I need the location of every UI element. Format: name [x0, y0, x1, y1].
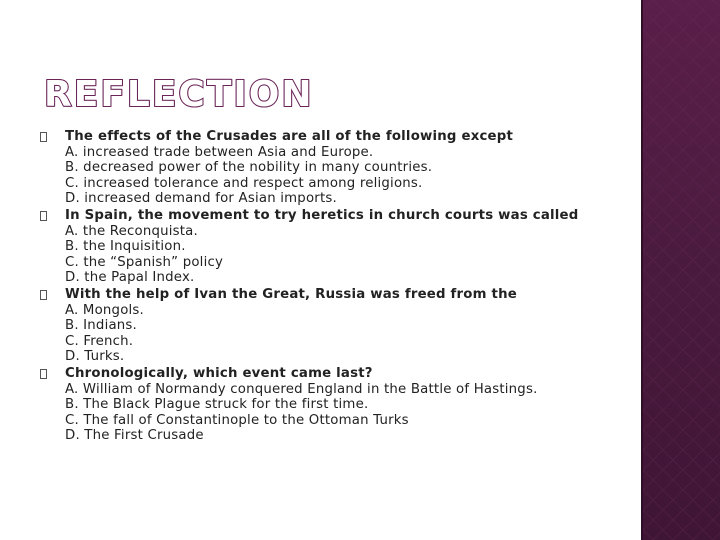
- answer-option: D. Turks.: [65, 349, 125, 365]
- answer-option: A. Mongols.: [65, 302, 144, 318]
- answer-option: C. The fall of Constantinople to the Ottoman Turks: [65, 412, 409, 428]
- decorative-side-panel: [641, 0, 720, 540]
- question-list: [40, 129, 630, 445]
- bullet-icon: [40, 132, 47, 142]
- answer-option: D. increased demand for Asian imports.: [65, 191, 337, 207]
- question-item: [40, 129, 630, 207]
- question-text: In Spain, the movement to try heretics in church courts was called: [65, 207, 579, 223]
- answer-option: D. the Papal Index.: [65, 270, 195, 286]
- answer-option: D. The First Crusade: [65, 428, 204, 444]
- question-item: [40, 208, 630, 286]
- bullet-icon: [40, 211, 47, 221]
- answer-option: B. decreased power of the nobility in many countries.: [65, 160, 433, 176]
- question-text: With the help of Ivan the Great, Russia was freed from the: [65, 286, 517, 302]
- bullet-icon: [40, 369, 47, 379]
- question-item: [40, 287, 630, 365]
- answer-option: C. French.: [65, 333, 134, 349]
- question-text: The effects of the Crusades are all of the following except: [65, 129, 514, 144]
- answer-option: A. increased trade between Asia and Europe.: [65, 144, 374, 160]
- answer-option: C. increased tolerance and respect among religions.: [65, 175, 423, 191]
- answer-option: B. The Black Plague struck for the first time.: [65, 397, 369, 413]
- answer-option: A. William of Normandy conquered England in the Battle of Hastings.: [65, 381, 538, 397]
- answer-option: A. the Reconquista.: [65, 223, 198, 239]
- question-item: [40, 366, 630, 444]
- slide-title: REFLECTION: [44, 74, 314, 115]
- diamond-pattern: [643, 0, 720, 540]
- answer-option: B. Indians.: [65, 318, 137, 334]
- answer-option: C. the “Spanish” policy: [65, 254, 224, 270]
- question-text: Chronologically, which event came last?: [65, 365, 373, 381]
- answer-option: B. the Inquisition.: [65, 239, 186, 255]
- bullet-icon: [40, 290, 47, 300]
